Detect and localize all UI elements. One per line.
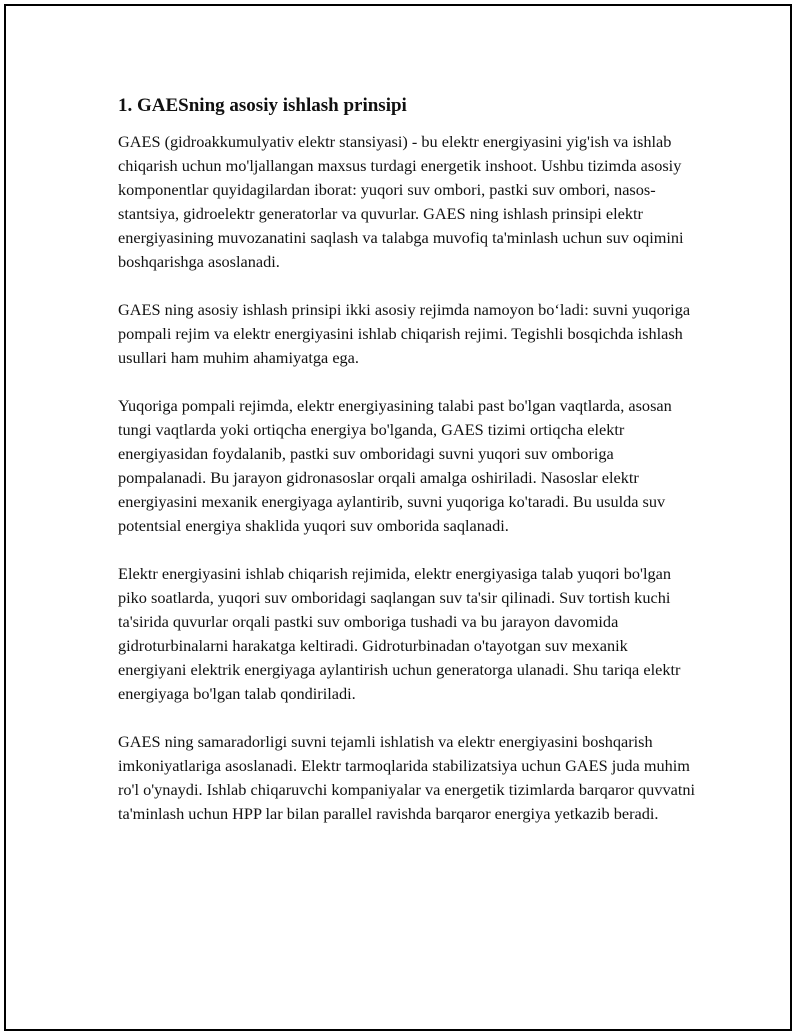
- paragraph-4: Elektr energiyasini ishlab chiqarish rejimida, elektr energiyasiga talab yuqori bo'lgan piko soatlarda, yuqori suv omboridagi saqlangan suv ta'sir qilinadi. Suv tortish kuchi ta'sirida quvurlar orqali pastki suv omboriga tushadi va bu jarayon davomida gidroturbinalarni harakatga keltiradi. Gidroturbinadan o'tayotgan suv mexanik energiyani elektrik energiyaga aylantirish uchun generatorga ulanadi. Shu tariqa elektr energiyaga bo'lgan talab qondiriladi.: [118, 564, 681, 703]
- paragraph-5: GAES ning samaradorligi suvni tejamli ishlatish va elektr energiyasini boshqarish imkoniyatlariga asoslanadi. Elektr tarmoqlarida stabilizatsiya uchun GAES juda muhim ro'l o'ynaydi. Ishlab chiqaruvchi kompaniyalar va energetik tizimlarda barqaror quvvatni ta'minlash uchun HPP lar bilan parallel ravishda barqaror energiya yetkazib beradi.: [118, 732, 696, 823]
- document-body: [118, 94, 698, 850]
- paragraph-1: GAES (gidroakkumulyativ elektr stansiyasi) - bu elektr energiyasini yig'ish va ishlab chiqarish uchun mo'ljallangan maxsus turdagi energetik inshoot. Ushbu tizimda asosiy komponentlar quyidagilardan iborat: yuqori suv ombori, pastki suv ombori, nasos-stantsiya, gidroelektr generatorlar va quvurlar. GAES ning ishlash prinsipi elektr energiyasining muvozanatini saqlash va talabga muvofiq ta'minlash uchun suv oqimini boshqarishga asoslanadi.: [118, 132, 684, 271]
- paragraph-2: GAES ning asosiy ishlash prinsipi ikki asosiy rejimda namoyon bo‘ladi: suvni yuqoriga pompali rejim va elektr energiyasini ishlab chiqarish rejimi. Tegishli bosqichda ishlash usullari ham muhim ahamiyatga ega.: [118, 300, 691, 367]
- paragraph-3: Yuqoriga pompali rejimda, elektr energiyasining talabi past bo'lgan vaqtlarda, asosan tungi vaqtlarda yoki ortiqcha energiya bo'lganda, GAES tizimi ortiqcha elektr energiyasidan foydalanib, pastki suv omboridagi suvni yuqori suv omboriga pompalanadi. Bu jarayon gidronasoslar orqali amalga oshiriladi. Nasoslar elektr energiyasini mexanik energiyaga aylantirib, suvni yuqoriga ko'taradi. Bu usulda suv potentsial energiya shaklida yuqori suv omborida saqlanadi.: [118, 396, 672, 535]
- section-heading: 1. GAESning asosiy ishlash prinsipi: [118, 95, 407, 116]
